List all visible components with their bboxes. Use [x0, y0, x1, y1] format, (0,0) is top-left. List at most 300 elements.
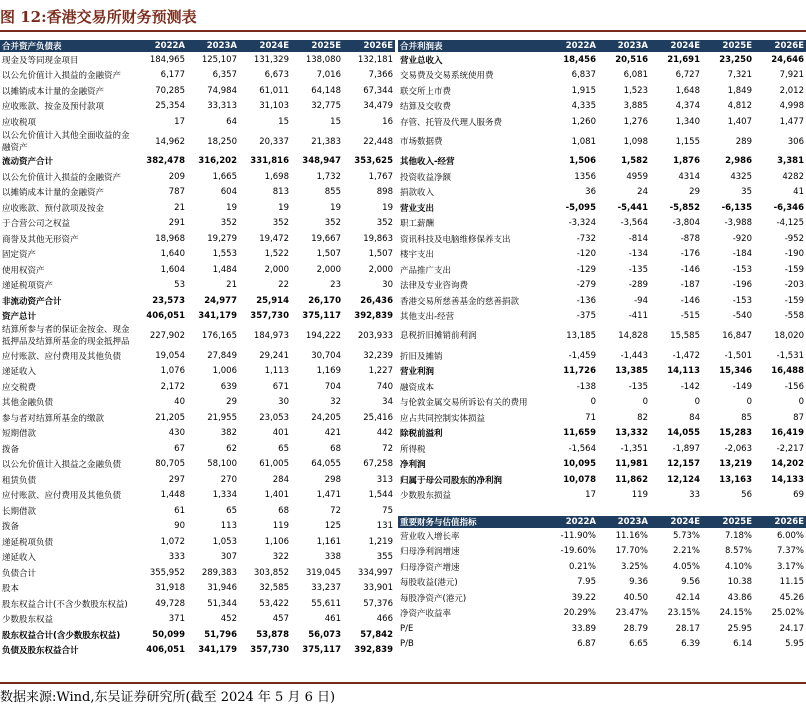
cell-value: 138,080: [305, 54, 341, 65]
table-row: [398, 278, 806, 294]
cell-value: 19: [226, 202, 237, 213]
cell-value: 4.05%: [672, 561, 700, 572]
cell-value: 82: [637, 412, 648, 423]
cell-value: 11.16%: [615, 530, 648, 541]
cell-value: 1,081: [571, 136, 596, 147]
row-label: 应收账款、按金及预付款项: [2, 102, 105, 113]
cell-value: 34,479: [363, 101, 393, 112]
cell-value: -11.90%: [560, 530, 596, 541]
cell-value: 15: [330, 116, 341, 127]
cell-value: 1,076: [160, 366, 185, 377]
cell-value: 1,767: [368, 171, 393, 182]
row-label: 以公允价值计入其他全面收益的金融资产: [2, 130, 130, 153]
cell-value: 57,376: [363, 598, 393, 609]
cell-value: 84: [689, 412, 700, 423]
table-row: [398, 559, 806, 575]
cell-value: 43.86: [727, 592, 752, 603]
cell-value: 9.56: [681, 577, 700, 588]
table-row: [0, 154, 395, 170]
cell-value: 0: [590, 397, 596, 408]
cell-value: 4,998: [779, 101, 804, 112]
cell-value: 65: [226, 505, 237, 516]
cell-value: 291: [168, 218, 185, 229]
cell-value: 1,219: [368, 536, 393, 547]
cell-value: 18,456: [563, 54, 596, 65]
cell-value: 30: [278, 397, 289, 408]
table-row: [0, 643, 395, 659]
cell-value: 13,163: [719, 474, 752, 485]
row-label: 存管、托管及代理人服务费: [400, 117, 503, 128]
cell-value: 6,673: [264, 70, 289, 81]
row-label: 其他金融负债: [2, 398, 54, 409]
cell-value: 406,051: [146, 311, 185, 322]
row-label: 应付账款、应付费用及其他负债: [2, 491, 122, 502]
row-label: 每股收益(港元): [400, 578, 458, 589]
cell-value: 10,078: [563, 474, 596, 485]
cell-value: 29: [689, 187, 700, 198]
cell-value: 639: [220, 381, 237, 392]
cell-value: 21: [226, 280, 237, 291]
header-year: 2026E: [754, 40, 806, 52]
cell-value: 32: [330, 397, 341, 408]
row-label: 递延税项资产: [2, 281, 54, 292]
table-row: [0, 185, 395, 201]
cell-value: 11.15: [779, 577, 804, 588]
row-label: 短期借款: [2, 429, 37, 440]
cell-value: 322: [272, 552, 289, 563]
cell-value: 1,113: [264, 366, 289, 377]
cell-value: 29: [226, 397, 237, 408]
cell-value: 25,416: [363, 412, 393, 423]
cell-value: 1,507: [316, 249, 341, 260]
cell-value: 30: [382, 280, 393, 291]
cell-value: 452: [220, 614, 237, 625]
row-label: 营业利润: [400, 367, 435, 378]
cell-value: -279: [576, 280, 596, 291]
cell-value: 17.70%: [615, 546, 648, 557]
cell-value: 12,124: [667, 474, 700, 485]
row-label: 以公允价值计入损益之金融负债: [2, 460, 122, 471]
row-label: 应收税项: [2, 117, 37, 128]
cell-value: -4,125: [776, 218, 804, 229]
cell-value: 0.21%: [568, 561, 596, 572]
row-label: 联交所上市费: [400, 86, 452, 97]
data-source-footer: 数据来源:Wind,东吴证券研究所(截至 2024 年 5 月 6 日): [0, 682, 806, 705]
cell-value: 53,422: [259, 598, 289, 609]
cell-value: 1,522: [264, 249, 289, 260]
row-label: 少数股东损益: [400, 491, 452, 502]
cell-value: -6,135: [721, 202, 752, 213]
cell-value: 421: [324, 428, 341, 439]
cell-value: 11,726: [563, 366, 596, 377]
cell-value: 392,839: [354, 311, 393, 322]
cell-value: 1,106: [264, 536, 289, 547]
cell-value: 194,222: [305, 331, 341, 341]
cell-value: -5,441: [617, 202, 648, 213]
cell-value: 45.26: [779, 592, 804, 603]
cell-value: 25.95: [727, 623, 752, 634]
cell-value: 53: [174, 280, 185, 291]
balance-sheet-table: [0, 40, 395, 658]
cell-value: -1,897: [672, 443, 700, 454]
table-row: [0, 247, 395, 263]
cell-value: 319,045: [305, 567, 341, 578]
cell-value: 11,659: [563, 428, 596, 439]
cell-value: 15: [278, 116, 289, 127]
cell-value: 0: [694, 397, 700, 408]
row-label: 长期借款: [2, 506, 37, 517]
cell-value: 27,849: [207, 350, 237, 361]
cell-value: 51,344: [207, 598, 237, 609]
cell-value: -375: [576, 311, 596, 322]
cell-value: 16,419: [771, 428, 804, 439]
cell-value: 4.10%: [724, 561, 752, 572]
cell-value: 26,436: [360, 295, 393, 306]
cell-value: -136: [576, 295, 596, 306]
row-label: 应交税费: [2, 382, 37, 393]
cell-value: 1,507: [368, 249, 393, 260]
row-label: 股本: [2, 584, 20, 595]
table-row: [398, 114, 806, 130]
cell-value: 1,407: [727, 116, 752, 127]
cell-value: -135: [628, 381, 648, 392]
cell-value: 371: [168, 614, 185, 625]
cell-value: 17: [174, 116, 185, 127]
cell-value: 392,839: [354, 645, 393, 656]
cell-value: 2.21%: [672, 546, 700, 557]
table-row: [398, 395, 806, 411]
cell-value: 4325: [730, 171, 752, 182]
cell-value: 11,862: [615, 474, 648, 485]
cell-value: 16: [382, 116, 393, 127]
table-row: [398, 590, 806, 606]
cell-value: -289: [628, 280, 648, 291]
cell-value: 1,544: [368, 490, 393, 501]
cell-value: 28.17: [675, 623, 700, 634]
cell-value: 1,276: [623, 116, 648, 127]
cell-value: -146: [680, 295, 700, 306]
cell-value: 23,053: [259, 412, 289, 423]
row-label: 融资成本: [400, 382, 435, 393]
cell-value: 61,005: [259, 459, 289, 470]
cell-value: 357,730: [250, 311, 289, 322]
cell-value: 85: [741, 412, 752, 423]
cell-value: 1,098: [623, 136, 648, 147]
cell-value: 5.95: [785, 639, 804, 650]
table-row: [398, 621, 806, 637]
row-label: 营业支出: [400, 203, 435, 214]
cell-value: 1,915: [571, 85, 596, 96]
cell-value: 466: [376, 614, 393, 625]
cell-value: 357,730: [250, 645, 289, 656]
cell-value: 11,981: [615, 459, 648, 470]
cell-value: -142: [680, 381, 700, 392]
cell-value: 6.65: [629, 639, 648, 650]
income-statement-table: [398, 40, 806, 503]
row-label: 以摊销成本计量的金融资产: [2, 86, 105, 97]
header-year: 2024E: [650, 516, 702, 528]
table-row: [0, 293, 395, 309]
table-row: [0, 426, 395, 442]
cell-value: 19,667: [311, 233, 341, 244]
table-row: [398, 472, 806, 488]
cell-value: 2,012: [779, 85, 804, 96]
cell-value: 1,072: [160, 536, 185, 547]
cell-value: 1,169: [316, 366, 341, 377]
row-label: 归属于母公司股东的净利润: [400, 475, 503, 486]
table-row: [0, 565, 395, 581]
cell-value: 30,704: [311, 350, 341, 361]
cell-value: 813: [272, 187, 289, 198]
cell-value: 12,157: [667, 459, 700, 470]
cell-value: 298: [324, 474, 341, 485]
table-row: [398, 457, 806, 473]
cell-value: 1,340: [675, 116, 700, 127]
cell-value: 313: [376, 474, 393, 485]
cell-value: 303,852: [253, 567, 289, 578]
cell-value: 227,902: [149, 331, 185, 341]
cell-value: 1,448: [160, 490, 185, 501]
table-row: [0, 169, 395, 185]
cell-value: -1,472: [672, 350, 700, 361]
cell-value: 13,219: [719, 459, 752, 470]
table-row: [398, 528, 806, 544]
cell-value: 0: [798, 397, 804, 408]
table-row: [0, 114, 395, 130]
row-label: 应付账款、应付费用及其他负债: [2, 351, 122, 362]
cell-value: -129: [576, 264, 596, 275]
cell-value: 7.37%: [776, 546, 804, 557]
cell-value: 33,313: [207, 101, 237, 112]
cell-value: 19: [330, 202, 341, 213]
cell-value: 29,241: [259, 350, 289, 361]
cell-value: 2,000: [264, 264, 289, 275]
cell-value: 14,202: [771, 459, 804, 470]
cell-value: -156: [784, 381, 804, 392]
cell-value: 23,573: [152, 295, 185, 306]
cell-value: 131: [376, 521, 393, 532]
row-label: 资讯科技及电脑维修保养支出: [400, 234, 511, 245]
cell-value: 331,816: [250, 156, 289, 167]
cell-value: -1,351: [620, 443, 648, 454]
cell-value: 316,202: [198, 156, 237, 167]
cell-value: 125: [324, 521, 341, 532]
cell-value: 64,148: [311, 85, 341, 96]
header-year: 2024E: [650, 40, 702, 52]
header-row: [398, 516, 806, 528]
table-row: [0, 262, 395, 278]
row-label: 非流动资产合计: [2, 296, 62, 307]
cell-value: 740: [376, 381, 393, 392]
cell-value: 23.15%: [667, 608, 700, 619]
cell-value: -732: [576, 233, 596, 244]
cell-value: -3,324: [568, 218, 596, 229]
table-row: [0, 627, 395, 643]
table-row: [0, 612, 395, 628]
header-year: 2025E: [291, 40, 343, 52]
row-label: 股东权益合计(不含少数股东权益): [2, 599, 128, 610]
cell-value: 1,471: [316, 490, 341, 501]
cell-value: 4,812: [727, 101, 752, 112]
row-label: 净利润: [400, 460, 426, 471]
cell-value: 9.36: [629, 577, 648, 588]
row-label: 使用权资产: [2, 265, 45, 276]
table-row: [398, 426, 806, 442]
cell-value: 6.14: [733, 639, 752, 650]
cell-value: 334,997: [357, 567, 393, 578]
row-label: 应收账款、预付款项及按金: [2, 203, 105, 214]
cell-value: 1,006: [212, 366, 237, 377]
cell-value: 80,705: [155, 459, 185, 470]
cell-value: 289: [735, 136, 752, 147]
figure-title: 图 12:香港交易所财务预测表: [0, 8, 197, 26]
cell-value: 1,155: [675, 136, 700, 147]
cell-value: 19,472: [259, 233, 289, 244]
cell-value: 457: [272, 614, 289, 625]
cell-value: 39.22: [571, 592, 596, 603]
row-label: 流动资产合计: [2, 157, 54, 168]
cell-value: 70,285: [155, 85, 185, 96]
cell-value: 55,611: [311, 598, 341, 609]
row-label: 交易费及交易系统使用费: [400, 71, 494, 82]
table-row: [0, 99, 395, 115]
row-label: 楼宇支出: [400, 250, 435, 261]
cell-value: 87: [793, 412, 804, 423]
row-label: 折旧及摊销: [400, 351, 443, 362]
cell-value: 72: [330, 505, 341, 516]
cell-value: 13,385: [615, 366, 648, 377]
cell-value: 57,842: [360, 629, 393, 640]
table-row: [0, 596, 395, 612]
cell-value: 14,113: [667, 366, 700, 377]
cell-value: 1,698: [264, 171, 289, 182]
table-row: [0, 324, 395, 348]
cell-value: 209: [168, 171, 185, 182]
cell-value: 56,073: [308, 629, 341, 640]
cell-value: 1,582: [621, 156, 648, 167]
row-label: 递延收入: [2, 367, 37, 378]
cell-value: 6,177: [160, 70, 185, 81]
table-row: [398, 379, 806, 395]
row-label: 负债及股东权益合计: [2, 646, 79, 657]
cell-value: 1,732: [316, 171, 341, 182]
header-row: [398, 40, 806, 52]
cell-value: 6,081: [623, 70, 648, 81]
cell-value: 50,099: [152, 629, 185, 640]
cell-value: 289,383: [201, 567, 237, 578]
cell-value: 3,381: [777, 156, 804, 167]
cell-value: -190: [784, 249, 804, 260]
table-row: [398, 231, 806, 247]
cell-value: 4,374: [675, 101, 700, 112]
table-row: [0, 278, 395, 294]
row-label: 与伦敦金属交易所诉讼有关的费用: [400, 398, 528, 409]
cell-value: -159: [784, 264, 804, 275]
row-label: P/B: [400, 639, 414, 650]
table-row: [0, 488, 395, 504]
header-year: 2026E: [754, 516, 806, 528]
cell-value: 24.15%: [719, 608, 752, 619]
cell-value: 131,329: [253, 54, 289, 65]
table-row: [398, 575, 806, 591]
cell-value: 16,488: [771, 366, 804, 377]
cell-value: -558: [784, 311, 804, 322]
cell-value: -184: [732, 249, 752, 260]
table-row: [398, 348, 806, 364]
cell-value: 1,604: [160, 264, 185, 275]
cell-value: 71: [585, 412, 596, 423]
cell-value: 10.38: [727, 577, 752, 588]
cell-value: 125,107: [201, 54, 237, 65]
row-label: 净资产收益率: [400, 609, 452, 620]
cell-value: -3,564: [620, 218, 648, 229]
cell-value: -2,063: [724, 443, 752, 454]
cell-value: -203: [784, 280, 804, 291]
row-label: 营业总收入: [400, 55, 443, 66]
cell-value: 7,321: [727, 70, 752, 81]
cell-value: 604: [220, 187, 237, 198]
cell-value: 61: [174, 505, 185, 516]
cell-value: -5,095: [565, 202, 596, 213]
cell-value: 19,279: [207, 233, 237, 244]
header-year: 2023A: [598, 40, 650, 52]
header-year: 2024E: [239, 40, 291, 52]
table-row: [398, 364, 806, 380]
header-year: 2022A: [135, 40, 187, 52]
cell-value: 22: [278, 280, 289, 291]
cell-value: 898: [376, 187, 393, 198]
cell-value: 132,181: [357, 54, 393, 65]
cell-value: 7.95: [577, 577, 596, 588]
cell-value: 51,796: [204, 629, 237, 640]
cell-value: 4959: [626, 171, 648, 182]
cell-value: 22,448: [363, 136, 393, 147]
cell-value: 42.14: [675, 592, 700, 603]
cell-value: -1,531: [776, 350, 804, 361]
cell-value: 62: [226, 443, 237, 454]
row-label: 营业收入增长率: [400, 531, 460, 542]
table-row: [0, 130, 395, 154]
cell-value: 176,165: [201, 331, 237, 341]
cell-value: 33.89: [571, 623, 596, 634]
cell-value: -120: [576, 249, 596, 260]
cell-value: 704: [324, 381, 341, 392]
cell-value: 28.79: [623, 623, 648, 634]
cell-value: 68: [330, 443, 341, 454]
cell-value: 442: [376, 428, 393, 439]
cell-value: 348,947: [302, 156, 341, 167]
cell-value: 671: [272, 381, 289, 392]
cell-value: 23: [330, 280, 341, 291]
cell-value: 16,847: [722, 331, 752, 341]
cell-value: 184,965: [149, 54, 185, 65]
cell-value: 68: [278, 505, 289, 516]
row-label: 所得税: [400, 444, 426, 455]
cell-value: -153: [732, 295, 752, 306]
table-row: [0, 534, 395, 550]
table-row: [0, 52, 395, 68]
cell-value: 1,401: [264, 490, 289, 501]
cell-value: 32,585: [259, 583, 289, 594]
cell-value: 1,227: [368, 366, 393, 377]
cell-value: -187: [680, 280, 700, 291]
cell-value: -3,988: [724, 218, 752, 229]
cell-value: 1,053: [212, 536, 237, 547]
cell-value: 6.00%: [776, 530, 804, 541]
table-row: [0, 457, 395, 473]
row-label: 于合营公司之权益: [2, 219, 71, 230]
table-row: [398, 216, 806, 232]
